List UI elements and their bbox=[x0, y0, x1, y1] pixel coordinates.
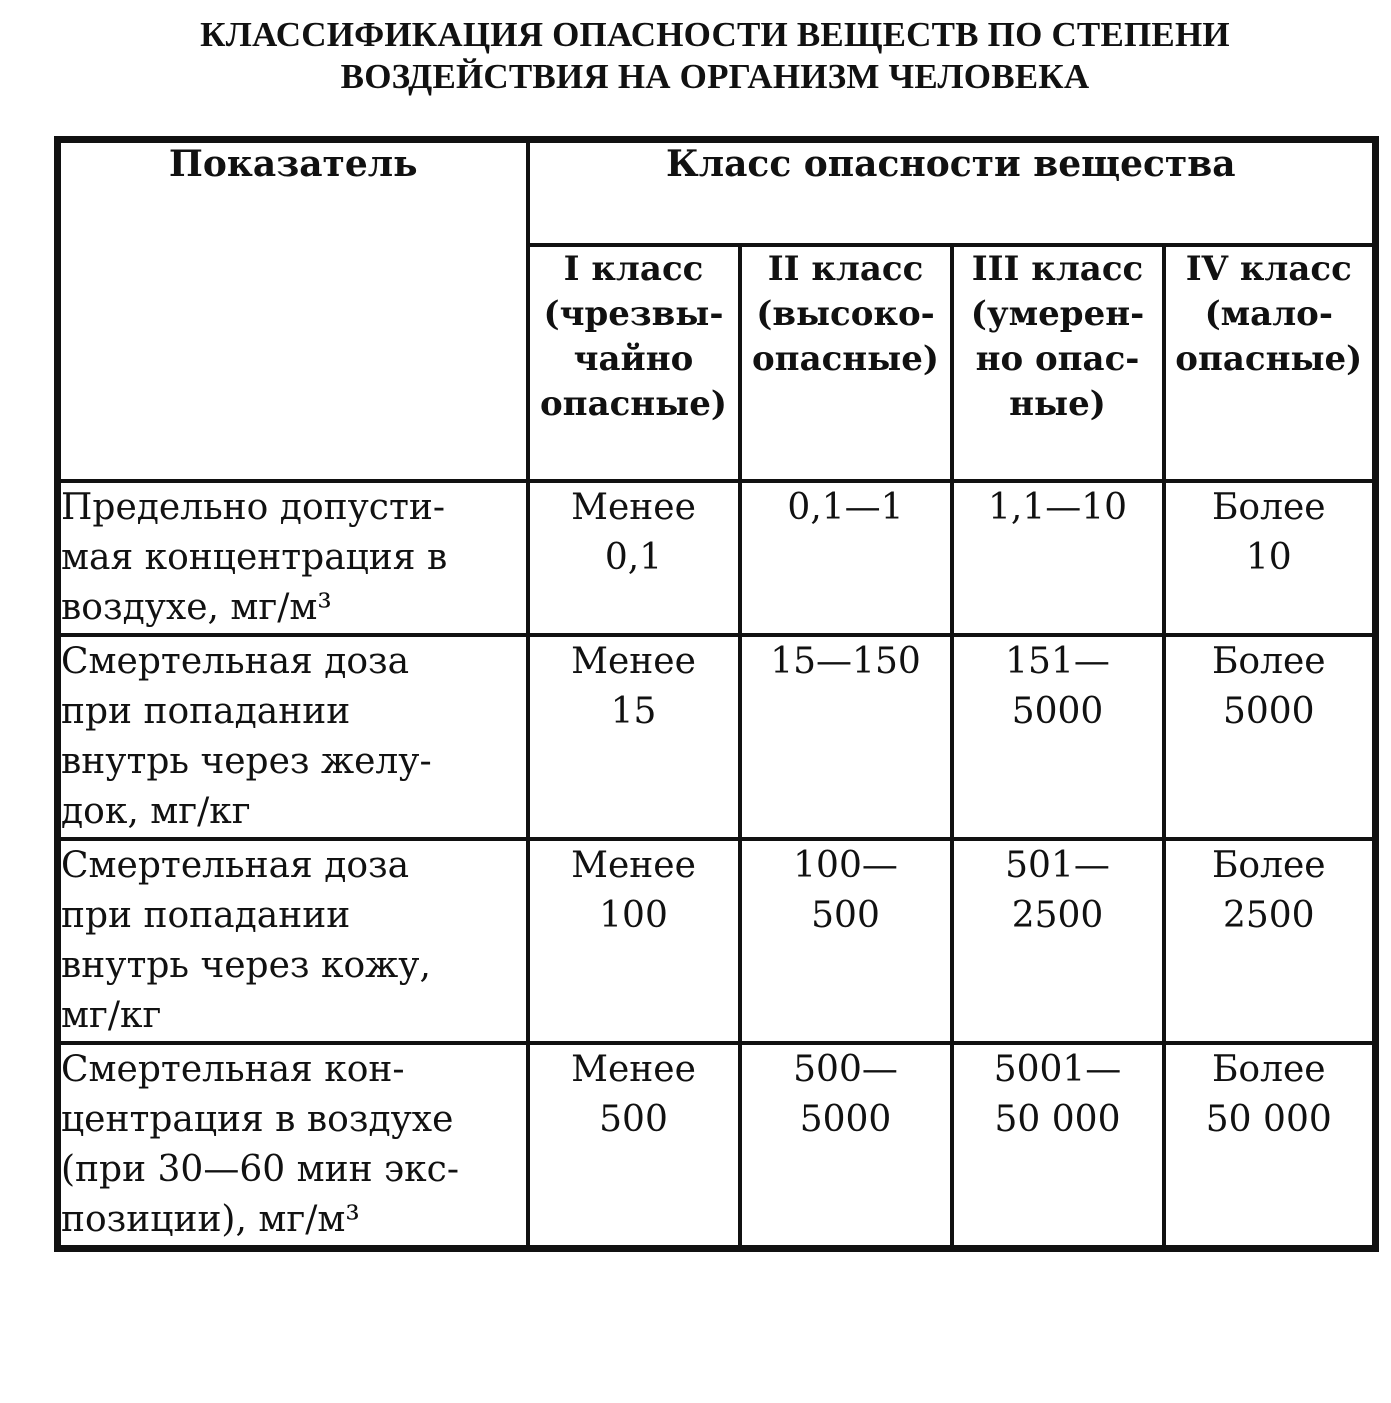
value-line: Менее bbox=[571, 641, 696, 682]
value-cell-class-3 bbox=[952, 481, 1164, 635]
class-header-line: чайно bbox=[573, 339, 694, 379]
value-line: Более bbox=[1211, 487, 1326, 528]
value-line: Менее bbox=[571, 845, 696, 886]
value-line: 5000 bbox=[799, 1099, 892, 1140]
value-line: 500 bbox=[811, 895, 880, 936]
indicator-cell bbox=[58, 1043, 528, 1249]
indicator-line: воздухе, мг/м³ bbox=[61, 587, 332, 628]
value-cell-class-4 bbox=[1164, 481, 1376, 635]
class-header-line: опасные) bbox=[1175, 339, 1363, 379]
indicator-line: Предельно допусти- bbox=[61, 487, 446, 528]
class-header-line: но опас- bbox=[975, 339, 1140, 379]
class-header-line: (умерен- bbox=[970, 294, 1145, 334]
value-cell-class-1 bbox=[528, 839, 740, 1043]
class-header-1 bbox=[528, 245, 740, 481]
value-line: 2500 bbox=[1222, 895, 1315, 936]
class-header-3 bbox=[952, 245, 1164, 481]
class-header-line: (высоко- bbox=[756, 294, 935, 334]
value-line: 500 bbox=[599, 1099, 668, 1140]
value-line: 1,1—10 bbox=[987, 487, 1128, 528]
indicator-header: Показатель bbox=[58, 140, 528, 482]
table-row bbox=[58, 635, 1376, 839]
title-line-2: ВОЗДЕЙСТВИЯ НА ОРГАНИЗМ ЧЕЛОВЕКА bbox=[340, 57, 1090, 96]
value-cell-class-4 bbox=[1164, 635, 1376, 839]
value-cell-class-2 bbox=[740, 839, 952, 1043]
indicator-cell bbox=[58, 635, 528, 839]
indicator-line: док, мг/кг bbox=[61, 791, 251, 832]
class-header-line: (мало- bbox=[1204, 294, 1333, 334]
value-line: 15—150 bbox=[770, 641, 921, 682]
indicator-line: (при 30—60 мин экс- bbox=[61, 1149, 460, 1190]
value-cell-class-2 bbox=[740, 635, 952, 839]
table-row bbox=[58, 481, 1376, 635]
class-header-line: ные) bbox=[1009, 384, 1106, 424]
value-cell-class-2 bbox=[740, 481, 952, 635]
indicator-line: Смертельная доза bbox=[61, 641, 410, 682]
value-line: 0,1—1 bbox=[787, 487, 904, 528]
indicator-line: центрация в воздухе bbox=[61, 1099, 454, 1140]
value-line: 151— bbox=[1005, 641, 1110, 682]
table-row bbox=[58, 1043, 1376, 1249]
class-header-2 bbox=[740, 245, 952, 481]
value-line: 500— bbox=[793, 1049, 898, 1090]
value-cell-class-4 bbox=[1164, 1043, 1376, 1249]
class-header-line: IV класс bbox=[1185, 249, 1352, 289]
indicator-cell bbox=[58, 839, 528, 1043]
value-cell-class-3 bbox=[952, 1043, 1164, 1249]
value-line: Более bbox=[1211, 1049, 1326, 1090]
hazard-classification-table bbox=[54, 136, 1379, 1252]
value-line: Менее bbox=[571, 487, 696, 528]
class-header-line: опасные) bbox=[540, 384, 727, 424]
class-header-line: II класс bbox=[767, 249, 924, 289]
value-line: 15 bbox=[610, 691, 657, 732]
document-title bbox=[0, 14, 1391, 98]
value-line: 5000 bbox=[1011, 691, 1104, 732]
value-line: 5000 bbox=[1222, 691, 1315, 732]
value-cell-class-1 bbox=[528, 481, 740, 635]
value-cell-class-3 bbox=[952, 635, 1164, 839]
class-header-line: I класс bbox=[563, 249, 704, 289]
indicator-line: при попадании bbox=[61, 691, 351, 732]
value-line: 2500 bbox=[1011, 895, 1104, 936]
indicator-line: при попадании bbox=[61, 895, 351, 936]
value-line: Более bbox=[1211, 641, 1326, 682]
value-line: 5001— bbox=[993, 1049, 1122, 1090]
value-line: 10 bbox=[1245, 537, 1292, 578]
table-row bbox=[58, 839, 1376, 1043]
title-line-1: КЛАССИФИКАЦИЯ ОПАСНОСТИ ВЕЩЕСТВ ПО СТЕПЕНИ bbox=[200, 15, 1230, 54]
indicator-line: внутрь через кожу, bbox=[61, 945, 431, 986]
value-cell-class-2 bbox=[740, 1043, 952, 1249]
value-line: 0,1 bbox=[604, 537, 663, 578]
class-header-line: (чрезвы- bbox=[543, 294, 724, 334]
value-line: 501— bbox=[1005, 845, 1110, 886]
value-line: Более bbox=[1211, 845, 1326, 886]
value-cell-class-1 bbox=[528, 635, 740, 839]
value-cell-class-4 bbox=[1164, 839, 1376, 1043]
value-line: 50 000 bbox=[994, 1099, 1121, 1140]
indicator-line: позиции), мг/м³ bbox=[61, 1199, 360, 1240]
value-cell-class-1 bbox=[528, 1043, 740, 1249]
value-line: 50 000 bbox=[1205, 1099, 1332, 1140]
indicator-line: Смертельная кон- bbox=[61, 1049, 405, 1090]
indicator-line: мая концентрация в bbox=[61, 537, 448, 578]
value-line: 100 bbox=[599, 895, 668, 936]
indicator-line: Смертельная доза bbox=[61, 845, 410, 886]
indicator-line: мг/кг bbox=[61, 995, 162, 1036]
value-line: Менее bbox=[571, 1049, 696, 1090]
hazard-class-group-header: Класс опасности вещества bbox=[528, 140, 1376, 246]
indicator-cell bbox=[58, 481, 528, 635]
class-header-line: опасные) bbox=[752, 339, 939, 379]
value-cell-class-3 bbox=[952, 839, 1164, 1043]
class-header-4 bbox=[1164, 245, 1376, 481]
class-header-line: III класс bbox=[971, 249, 1144, 289]
indicator-line: внутрь через желу- bbox=[61, 741, 432, 782]
value-line: 100— bbox=[793, 845, 898, 886]
